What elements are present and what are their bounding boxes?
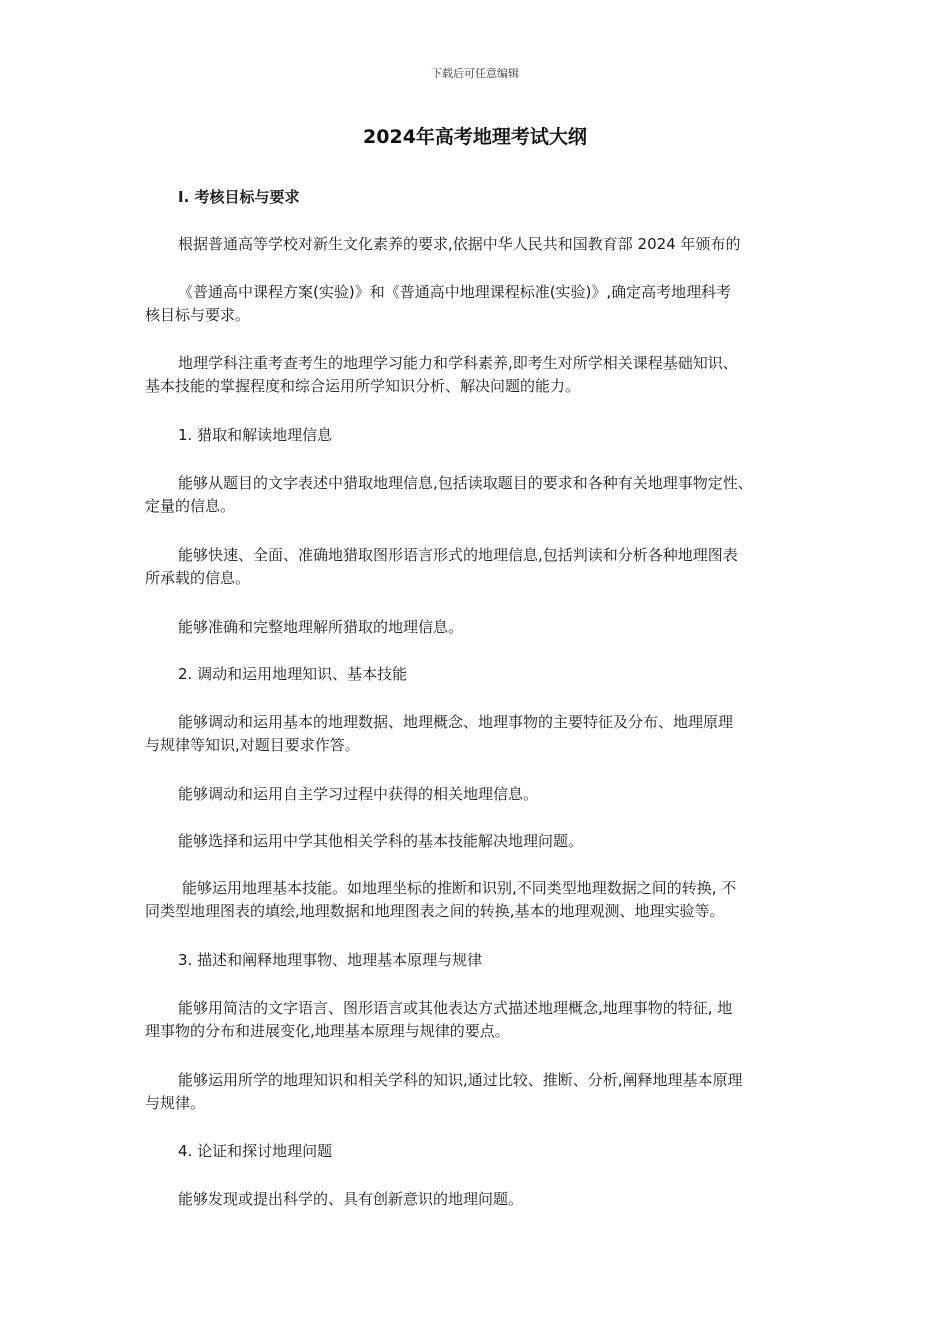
paragraph-line: 能够发现或提出科学的、具有创新意识的地理问题。	[178, 1190, 524, 1208]
paragraph-line: 能够运用所学的地理知识和相关学科的知识,通过比较、推断、分析,阐释地理基本原理	[178, 1071, 743, 1089]
paragraph-7	[145, 711, 815, 757]
section-heading-text: Ⅰ. 考核目标与要求	[178, 188, 300, 206]
paragraph-line: 核目标与要求。	[145, 306, 251, 324]
section-heading	[145, 186, 815, 209]
page-title: 2024年高考地理考试大纲	[363, 126, 587, 148]
subheading-2	[145, 663, 815, 686]
paragraph-12	[145, 1069, 815, 1115]
paragraph-5	[145, 544, 815, 590]
paragraph-line: 能够用简洁的文字语言、图形语言或其他表达方式描述地理概念,地理事物的特征, 地	[178, 999, 733, 1017]
paragraph-line: 能够运用地理基本技能。如地理坐标的推断和识别,不同类型地理数据之间的转换, 不	[182, 879, 737, 897]
paragraph-line: 能够从题目的文字表述中猎取地理信息,包括读取题目的要求和各种有关地理事物定性、	[178, 474, 753, 492]
paragraph-line: 能够选择和运用中学其他相关学科的基本技能解决地理问题。	[178, 832, 584, 850]
paragraph-line: 《普通高中课程方案(实验)》和《普通高中地理课程标准(实验)》,确定高考地理科考	[178, 283, 732, 301]
subheading-3	[145, 949, 815, 972]
subheading-text: 1. 猎取和解读地理信息	[178, 426, 333, 444]
paragraph-line: 能够调动和运用基本的地理数据、地理概念、地理事物的主要特征及分布、地理原理	[178, 713, 734, 731]
paragraph-line: 理事物的分布和进展变化,地理基本原理与规律的要点。	[145, 1022, 510, 1040]
subheading-1	[145, 424, 815, 447]
paragraph-line: 能够快速、全面、准确地猎取图形语言形式的地理信息,包括判读和分析各种地理图表	[178, 546, 738, 564]
paragraph-10	[145, 877, 815, 923]
paragraph-9	[145, 830, 815, 853]
subheading-4	[145, 1140, 815, 1163]
paragraph-line: 所承载的信息。	[145, 569, 251, 587]
paragraph-6	[145, 616, 815, 639]
paragraph-line: 能够准确和完整地理解所猎取的地理信息。	[178, 618, 464, 636]
paragraph-line: 基本技能的掌握程度和综合运用所学知识分析、解决问题的能力。	[145, 377, 581, 395]
paragraph-line: 能够调动和运用自主学习过程中获得的相关地理信息。	[178, 785, 539, 803]
paragraph-line: 根据普通高等学校对新生文化素养的要求,依据中华人民共和国教育部 2024 年颁布的	[178, 235, 741, 253]
paragraph-line: 与规律等知识,对题目要求作答。	[145, 736, 360, 754]
paragraph-2	[145, 281, 815, 327]
paragraph-line: 同类型地理图表的填绘,地理数据和地理图表之间的转换,基本的地理观测、地理实验等。	[145, 902, 725, 920]
subheading-text: 3. 描述和阐释地理事物、地理基本原理与规律	[178, 951, 483, 969]
download-watermark: 下载后可任意编辑	[431, 67, 519, 80]
paragraph-line: 定量的信息。	[145, 497, 236, 515]
paragraph-8	[145, 783, 815, 806]
paragraph-13	[145, 1188, 815, 1211]
paragraph-4	[145, 472, 815, 518]
paragraph-1	[145, 233, 815, 256]
paragraph-3	[145, 352, 815, 398]
subheading-text: 4. 论证和探讨地理问题	[178, 1142, 333, 1160]
paragraph-line: 与规律。	[145, 1094, 206, 1112]
subheading-text: 2. 调动和运用地理知识、基本技能	[178, 665, 408, 683]
paragraph-11	[145, 997, 815, 1043]
paragraph-line: 地理学科注重考查考生的地理学习能力和学科素养,即考生对所学相关课程基础知识、	[178, 354, 738, 372]
